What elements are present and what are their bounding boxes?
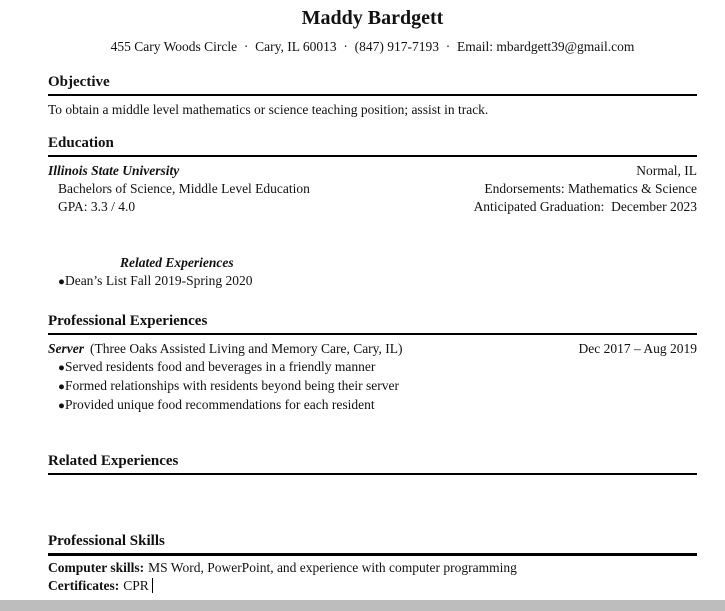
gpa[interactable]: GPA: 3.3 / 4.0 [58, 199, 136, 214]
computer-skills-label[interactable]: Computer skills: [48, 560, 145, 575]
related-experiences-heading[interactable]: Related Experiences [48, 453, 179, 469]
education-row [48, 162, 697, 180]
objective-divider [48, 94, 697, 96]
job-row [48, 340, 697, 358]
section-professional-experiences [48, 311, 697, 415]
computer-skills-value[interactable]: MS Word, PowerPoint, and experience with computer programming [148, 560, 517, 575]
education-bullet[interactable]: ● Dean’s List Fall 2019-Spring 2020 [48, 272, 697, 291]
related-divider [48, 473, 697, 475]
objective-text[interactable]: To obtain a middle level mathematics or science teaching position; assist in track. [48, 102, 489, 117]
professional-skills-heading[interactable]: Professional Skills [48, 533, 165, 549]
endorsements[interactable]: Endorsements: Mathematics & Science [484, 181, 697, 196]
resume-name[interactable]: Maddy Bardgett [301, 7, 444, 29]
professional-divider [48, 333, 697, 335]
education-heading[interactable]: Education [48, 135, 114, 151]
school-location[interactable]: Normal, IL [636, 163, 697, 178]
section-education [48, 133, 697, 291]
text-cursor [152, 578, 154, 593]
job-detail[interactable]: (Three Oaks Assisted Living and Memory Care, Cary, IL) [90, 341, 403, 356]
contact-line[interactable]: 455 Cary Woods Circle · Cary, IL 60013 · (847) 917-7193 · Email: mbardgett39@gmail.com [110, 39, 635, 54]
certificates-value[interactable]: CPR [123, 578, 149, 593]
certificates-line[interactable] [48, 577, 697, 595]
education-related-heading[interactable]: Related Experiences [120, 255, 234, 270]
job-title[interactable]: Server [48, 341, 84, 356]
education-rows [48, 162, 697, 216]
job-dates[interactable]: Dec 2017 – Aug 2019 [578, 341, 697, 356]
section-related-experiences [48, 451, 697, 475]
job-bullet[interactable]: ● Served residents food and beverages in a friendly manner [48, 358, 697, 377]
graduation-date[interactable]: Anticipated Graduation: December 2023 [473, 199, 697, 214]
education-divider [48, 155, 697, 157]
education-row [48, 198, 697, 216]
job-bullet[interactable]: ● Formed relationships with residents beyond being their server [48, 377, 697, 396]
objective-heading[interactable]: Objective [48, 74, 110, 90]
job-bullet[interactable]: ● Provided unique food recommendations for each resident [48, 396, 697, 415]
skills-divider [48, 553, 697, 556]
certificates-label[interactable]: Certificates: [48, 578, 120, 593]
degree[interactable]: Bachelors of Science, Middle Level Education [58, 181, 310, 196]
computer-skills-line[interactable] [48, 559, 697, 577]
canvas-background [0, 600, 725, 611]
professional-experiences-heading[interactable]: Professional Experiences [48, 313, 208, 329]
section-objective [48, 72, 697, 119]
education-row [48, 180, 697, 198]
job-title-line[interactable] [48, 340, 403, 358]
section-professional-skills [48, 531, 697, 595]
school-name[interactable]: Illinois State University [48, 163, 180, 178]
